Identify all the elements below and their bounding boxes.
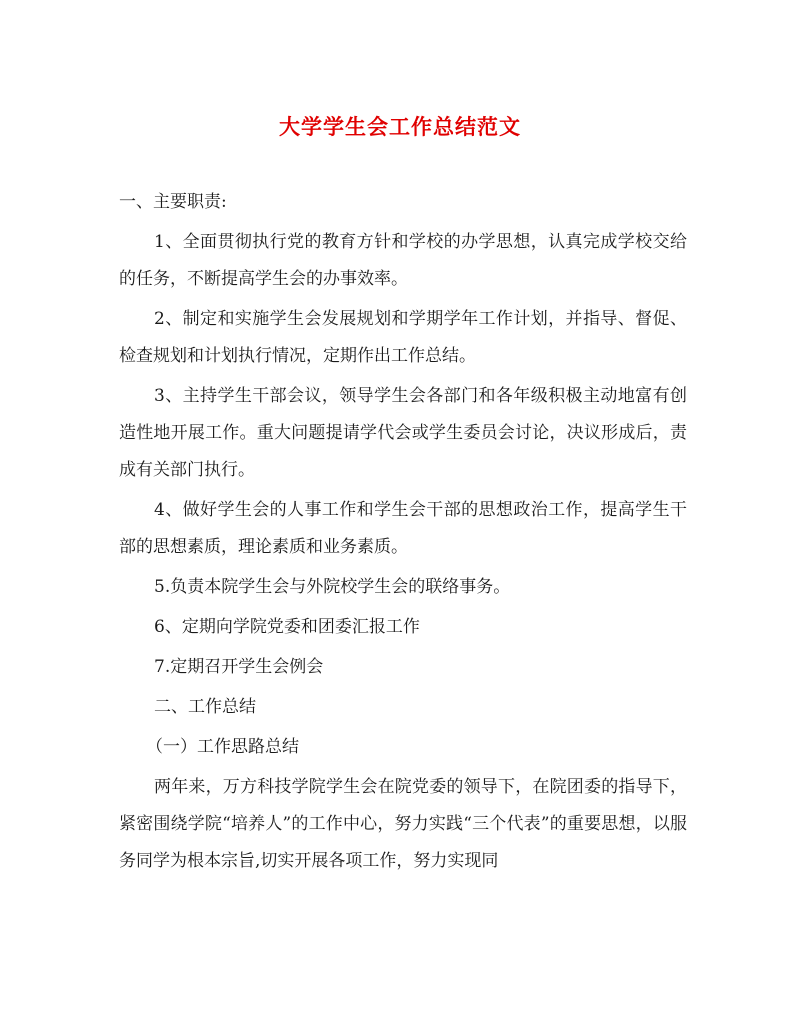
- paragraph-duty-7: 7.定期召开学生会例会: [154, 657, 324, 677]
- paragraph-duty-5: 5.负责本院学生会与外院校学生会的联络事务。: [154, 577, 511, 597]
- paragraph-duty-6: 6、定期向学院党委和团委汇报工作: [154, 617, 420, 637]
- paragraph-duty-1: 1、全面贯彻执行党的教育方针和学校的办学思想，认真完成学校交给的任务，不断提高学生会的办事效率。: [119, 232, 687, 289]
- paragraph-duty-4: 4、做好学生会的人事工作和学生会干部的思想政治工作，提高学生干部的思想素质，理论素质和业务素质。: [119, 500, 687, 557]
- paragraph-work-summary: 两年来，万方科技学院学生会在院党委的领导下，在院团委的指导下，紧密围绕学院“培养人”的工作中心，努力实践“三个代表”的重要思想，以服务同学为根本宗旨,切实开展各项工作，努力实现同: [119, 777, 687, 871]
- subsection-heading-work-approach: （一）工作思路总结: [146, 737, 299, 757]
- document-title: 大学学生会工作总结范文: [279, 114, 521, 139]
- section-heading-main-duties: 一、主要职责:: [119, 192, 227, 212]
- paragraph-duty-2: 2、制定和实施学生会发展规划和学期学年工作计划，并指导、督促、检查规划和计划执行情况，定期作出工作总结。: [119, 309, 687, 366]
- section-heading-work-summary: 二、工作总结: [154, 697, 256, 717]
- paragraph-duty-3: 3、主持学生干部会议，领导学生会各部门和各年级积极主动地富有创造性地开展工作。重大问题提请学代会或学生委员会讨论，决议形成后，责成有关部门执行。: [119, 386, 687, 480]
- document-body: [119, 184, 687, 880]
